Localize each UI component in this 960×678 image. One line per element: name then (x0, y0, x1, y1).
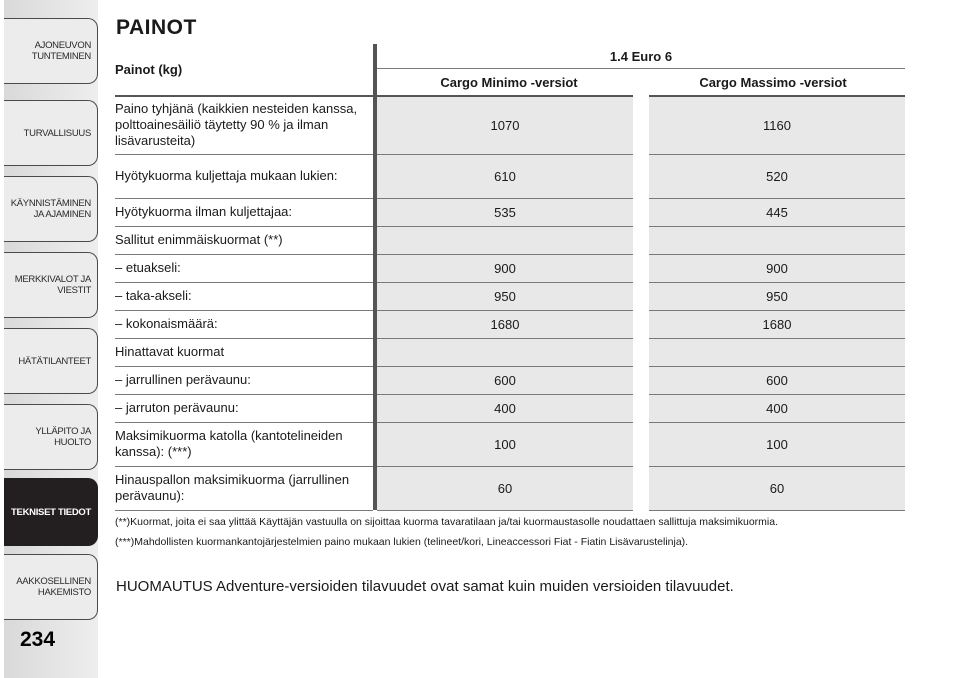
col-b-header: Cargo Massimo -versiot (641, 69, 905, 97)
footnote-roof: (***)Mahdollisten kuormankantojärjestelmien paino mukaan lukien (telineet/kori, Lineaccessori Fiat - Fiatin Lisävarustelinja). (115, 536, 689, 548)
row-label: Hyötykuorma ilman kuljettajaa: (115, 198, 373, 226)
footnote-loads: (**)Kuormat, joita ei saa ylittää Käyttäjän vastuulla on sijoittaa kuorma tavaratilaan ja/tai kuormaustasolle noudattaen sallittuja maksimikuormia. (115, 516, 778, 528)
cargo-minimo-value (377, 338, 641, 366)
table-row (115, 310, 905, 338)
row-label: Paino tyhjänä (kaikkien nesteiden kanssa, polttoainesäiliö täytetty 90 % ja ilman lisävarusteita) (115, 96, 373, 154)
cargo-massimo-value: 1160 (641, 96, 905, 154)
row-label: – kokonaismäärä: (115, 310, 373, 338)
cargo-massimo-value (641, 338, 905, 366)
table-row (115, 154, 905, 198)
cargo-massimo-value: 950 (641, 282, 905, 310)
weights-table (115, 44, 905, 511)
cargo-massimo-value: 1680 (641, 310, 905, 338)
table-row (115, 466, 905, 510)
table-row (115, 366, 905, 394)
cargo-massimo-value (641, 226, 905, 254)
chapter-tab[interactable]: AJONEUVON TUNTEMINEN (4, 18, 98, 84)
cargo-massimo-value: 520 (641, 154, 905, 198)
page-title: PAINOT (116, 16, 197, 39)
chapter-tab[interactable]: MERKKIVALOT JA VIESTIT (4, 252, 98, 318)
cargo-massimo-value: 900 (641, 254, 905, 282)
cargo-massimo-value: 445 (641, 198, 905, 226)
chapter-tab[interactable]: HÄTÄTILANTEET (4, 328, 98, 394)
table-row (115, 226, 905, 254)
cargo-minimo-value: 1070 (377, 96, 641, 154)
table-row (115, 338, 905, 366)
cargo-minimo-value: 100 (377, 422, 641, 466)
cargo-minimo-value: 400 (377, 394, 641, 422)
row-label: – jarruton perävaunu: (115, 394, 373, 422)
cargo-minimo-value: 900 (377, 254, 641, 282)
row-header: Painot (kg) (115, 44, 373, 96)
cargo-minimo-value: 535 (377, 198, 641, 226)
cargo-minimo-value (377, 226, 641, 254)
table-row (115, 96, 905, 154)
row-label: – taka-akseli: (115, 282, 373, 310)
row-label: Hinattavat kuormat (115, 338, 373, 366)
cargo-minimo-value: 1680 (377, 310, 641, 338)
note: HUOMAUTUS Adventure-versioiden tilavuudet ovat samat kuin muiden versioiden tilavuudet. (116, 578, 734, 595)
footnotes (115, 515, 915, 555)
col-a-header: Cargo Minimo -versiot (377, 69, 641, 97)
chapter-tab[interactable]: AAKKOSELLINEN HAKEMISTO (4, 554, 98, 620)
table-row (115, 198, 905, 226)
cargo-massimo-value: 60 (641, 466, 905, 510)
row-label: – jarrullinen perävaunu: (115, 366, 373, 394)
row-label: Sallitut enimmäiskuormat (**) (115, 226, 373, 254)
row-label: Hinauspallon maksimikuorma (jarrullinen perävaunu): (115, 466, 373, 510)
cargo-minimo-value: 60 (377, 466, 641, 510)
chapter-tab[interactable]: YLLÄPITO JA HUOLTO (4, 404, 98, 470)
cargo-massimo-value: 600 (641, 366, 905, 394)
cargo-minimo-value: 610 (377, 154, 641, 198)
row-label: – etuakseli: (115, 254, 373, 282)
cargo-massimo-value: 400 (641, 394, 905, 422)
table-row (115, 394, 905, 422)
row-label: Maksimikuorma katolla (kantotelineiden kanssa): (***) (115, 422, 373, 466)
engine-header: 1.4 Euro 6 (377, 44, 905, 69)
row-label: Hyötykuorma kuljettaja mukaan lukien: (115, 154, 373, 198)
chapter-tab[interactable]: KÄYNNISTÄMINEN JA AJAMINEN (4, 176, 98, 242)
table-row (115, 422, 905, 466)
cargo-massimo-value: 100 (641, 422, 905, 466)
chapter-tab[interactable]: TEKNISET TIEDOT (4, 478, 98, 546)
table-row (115, 282, 905, 310)
cargo-minimo-value: 600 (377, 366, 641, 394)
table-row (115, 254, 905, 282)
chapter-tab[interactable]: TURVALLISUUS (4, 100, 98, 166)
cargo-minimo-value: 950 (377, 282, 641, 310)
chapter-tabs (0, 0, 102, 678)
page-number: 234 (20, 628, 56, 651)
